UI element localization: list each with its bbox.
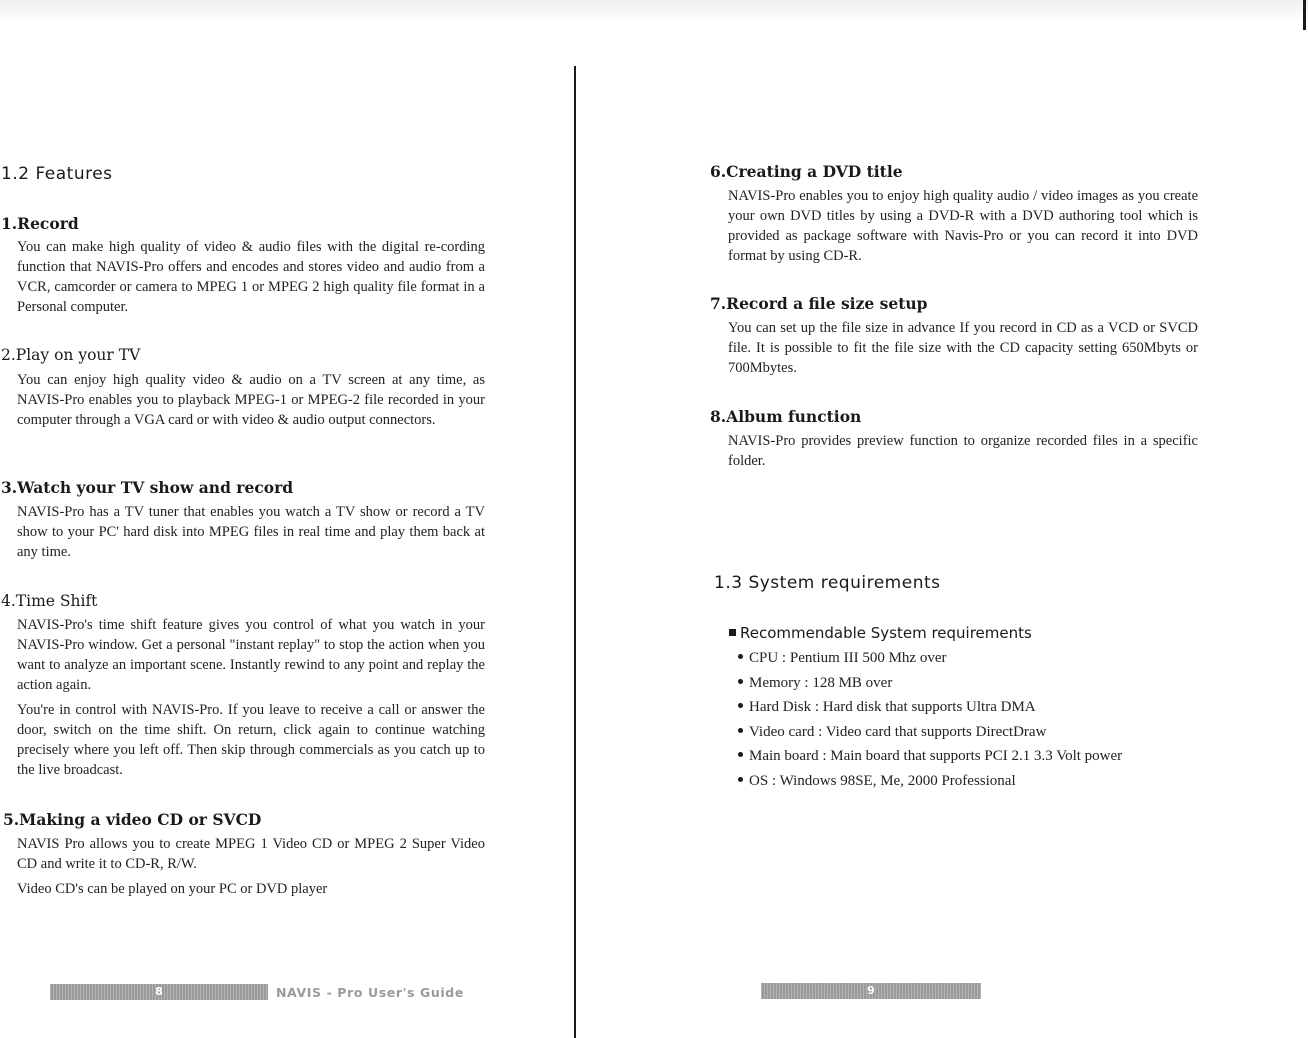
- section-title-album: 8.Album function: [710, 407, 862, 426]
- section-text-file-size: You can set up the file size in advance If you record in CD as a VCD or SVCD file. It is possible to fit the file size with the CD capacity setting 650Mbyts or 700Mbytes.: [728, 320, 1198, 376]
- bullet-icon: [738, 728, 743, 733]
- guide-title: NAVIS - Pro User's Guide: [276, 985, 464, 1000]
- section-text-video-cd-2: Video CD's can be played on your PC or DVD player: [17, 881, 328, 897]
- requirement-item: [738, 720, 1122, 745]
- requirement-item: [738, 769, 1122, 794]
- requirement-item: [738, 646, 1122, 671]
- recommended-requirements-label: Recommendable System requirements: [740, 624, 1032, 642]
- section-text-dvd: NAVIS-Pro enables you to enjoy high quality audio / video images as you create your own DVD titles by using a DVD-R with a DVD authoring tool which is provided as package software with Navis-Pro or you can record it into DVD format by using CD-R.: [728, 188, 1198, 264]
- requirement-item: [738, 671, 1122, 696]
- page-number-bar-left: [50, 984, 268, 1000]
- section-title-video-cd: 5.Making a video CD or SVCD: [3, 810, 262, 829]
- scan-edge-mark: [1303, 0, 1306, 30]
- requirement-item: [738, 744, 1122, 769]
- section-text-watch-tv: NAVIS-Pro has a TV tuner that enables you watch a TV show or record a TV show to your PC' hard disk into MPEG files in real time and play them back at any time.: [17, 504, 485, 560]
- section-title-file-size: 7.Record a file size setup: [710, 294, 928, 313]
- section-title-record: 1.Record: [1, 214, 79, 233]
- requirements-list: [738, 646, 1122, 794]
- scan-shadow: [0, 0, 1308, 22]
- section-text-play-on-tv: You can enjoy high quality video & audio on a TV screen at any time, as NAVIS-Pro enables you to playback MPEG-1 or MPEG-2 file recorded in your computer through a VGA card or with video & audio output connectors.: [17, 372, 485, 428]
- bullet-icon: [738, 679, 743, 684]
- section-text-album: NAVIS-Pro provides preview function to organize recorded files in a specific folder.: [728, 433, 1198, 469]
- section-title-dvd: 6.Creating a DVD title: [710, 162, 903, 181]
- page-number-left: 8: [155, 985, 163, 998]
- section-text-video-cd-1: NAVIS Pro allows you to create MPEG 1 Video CD or MPEG 2 Super Video CD and write it to CD-R, R/W.: [17, 836, 485, 872]
- requirement-hard-disk: Hard Disk : Hard disk that supports Ultra DMA: [749, 699, 1036, 716]
- page-number-right: 9: [867, 984, 875, 997]
- square-bullet-icon: [729, 629, 736, 636]
- requirement-main-board: Main board : Main board that supports PCI 2.1 3.3 Volt power: [749, 748, 1123, 765]
- system-requirements-heading: 1.3 System requirements: [714, 573, 941, 593]
- requirement-item: [738, 695, 1122, 720]
- bullet-icon: [738, 777, 743, 782]
- section-text-record: You can make high quality of video & audio files with the digital re-cording function that NAVIS-Pro offers and encodes and stores video and audio from a VCR, camcorder or camera to MPEG 1 or MPEG 2 high quality file format in a Personal computer.: [17, 239, 485, 315]
- recommended-requirements-heading: [729, 624, 1032, 642]
- requirement-video-card: Video card : Video card that supports DirectDraw: [749, 723, 1047, 740]
- section-text-time-shift-2: You're in control with NAVIS-Pro. If you leave to receive a call or answer the door, switch on the time shift. On return, click again to continue watching precisely where you left off. Then skip through commercials as you catch up to the live broadcast.: [17, 702, 485, 778]
- features-heading: 1.2 Features: [1, 164, 113, 184]
- requirement-memory: Memory : 128 MB over: [749, 674, 893, 691]
- page-number-bar-right: [761, 983, 981, 999]
- section-title-play-on-tv: 2.Play on your TV: [1, 346, 141, 364]
- section-text-time-shift-1: NAVIS-Pro's time shift feature gives you control of what you watch in your NAVIS-Pro window. Get a personal "instant replay" to stop the action when you want to analyze an important scene. Instantly rewind to any point and replay the action again.: [17, 617, 485, 693]
- section-title-watch-tv: 3.Watch your TV show and record: [1, 478, 294, 497]
- page-divider: [574, 66, 576, 1038]
- section-title-time-shift: 4.Time Shift: [1, 592, 98, 610]
- bullet-icon: [738, 654, 743, 659]
- requirement-cpu: CPU : Pentium III 500 Mhz over: [749, 650, 947, 666]
- bullet-icon: [738, 752, 743, 757]
- requirement-os: OS : Windows 98SE, Me, 2000 Professional: [749, 772, 1016, 789]
- bullet-icon: [738, 703, 743, 708]
